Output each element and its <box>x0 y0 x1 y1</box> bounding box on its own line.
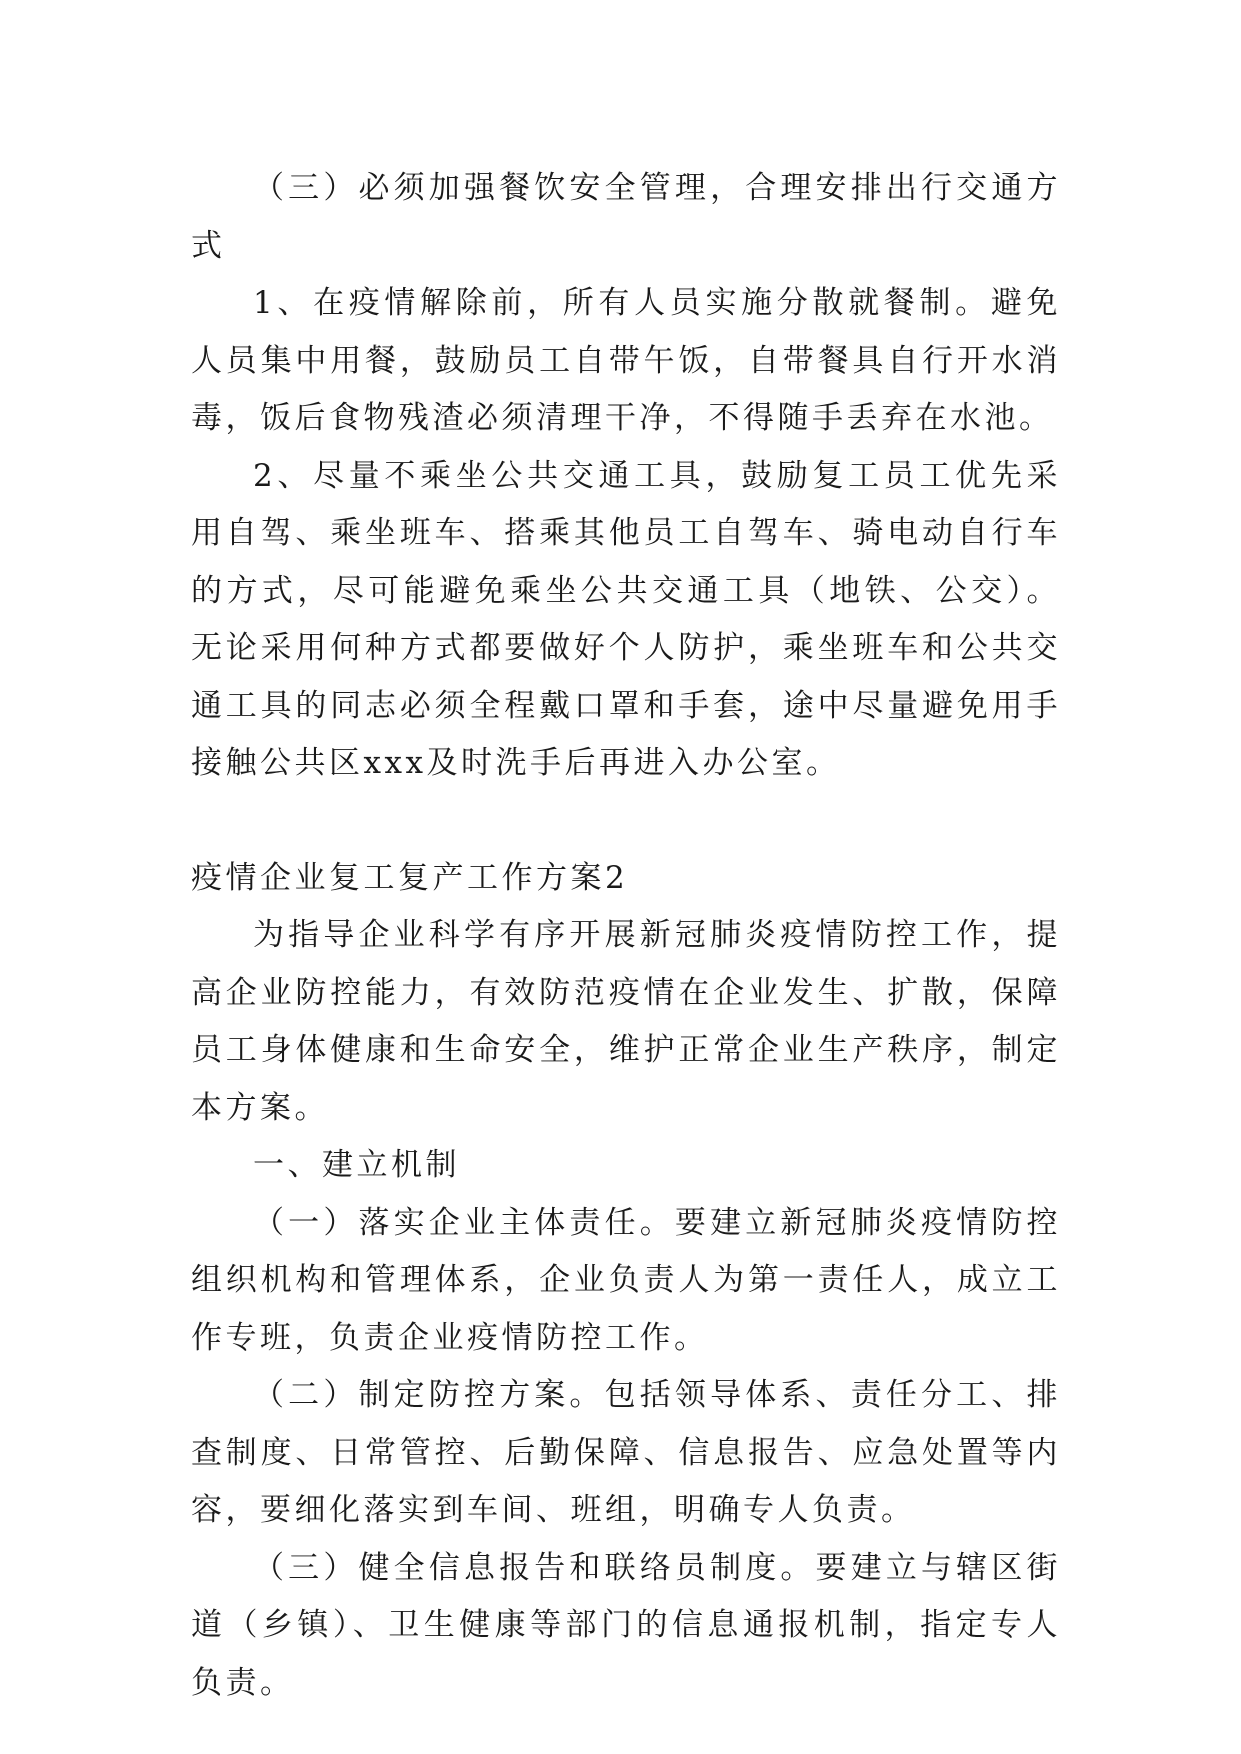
document-body <box>191 160 1061 1712</box>
paragraph-point-2: （二）制定防控方案。包括领导体系、责任分工、排查制度、日常管控、后勤保障、信息报告、应急处置等内容，要细化落实到车间、班组，明确专人负责。 <box>191 1377 1061 1528</box>
paragraph-point-1: （一）落实企业主体责任。要建立新冠肺炎疫情防控组织机构和管理体系，企业负责人为第一责任人，成立工作专班，负责企业疫情防控工作。 <box>191 1204 1061 1356</box>
paragraph-dining: 1、在疫情解除前，所有人员实施分散就餐制。避免人员集中用餐，鼓励员工自带午饭，自带餐具自行开水消毒，饭后食物残渣必须清理干净，不得随手丢弃在水池。 <box>191 285 1061 436</box>
section-gap <box>191 793 1061 850</box>
subheading-catering-transport: （三）必须加强餐饮安全管理，合理安排出行交通方式 <box>191 170 1061 264</box>
paragraph-commute: 2、尽量不乘坐公共交通工具，鼓励复工员工优先采用自驾、乘坐班车、搭乘其他员工自驾车、骑电动自行车的方式，尽可能避免乘坐公共交通工具（地铁、公交）。无论采用何种方式都要做好个人防护，乘坐班车和公共交通工具的同志必须全程戴口罩和手套，途中尽量避免用手接触公共区xxx及时洗手后再进入办公室。 <box>191 457 1061 781</box>
paragraph-intro: 为指导企业科学有序开展新冠肺炎疫情防控工作，提高企业防控能力，有效防范疫情在企业发生、扩散，保障员工身体健康和生命安全，维护正常企业生产秩序，制定本方案。 <box>191 917 1061 1126</box>
heading-establish-mechanism: 一、建立机制 <box>253 1147 460 1183</box>
section-title: 疫情企业复工复产工作方案2 <box>191 859 629 896</box>
paragraph-point-3: （三）健全信息报告和联络员制度。要建立与辖区街道（乡镇）、卫生健康等部门的信息通报机制，指定专人负责。 <box>191 1549 1061 1701</box>
